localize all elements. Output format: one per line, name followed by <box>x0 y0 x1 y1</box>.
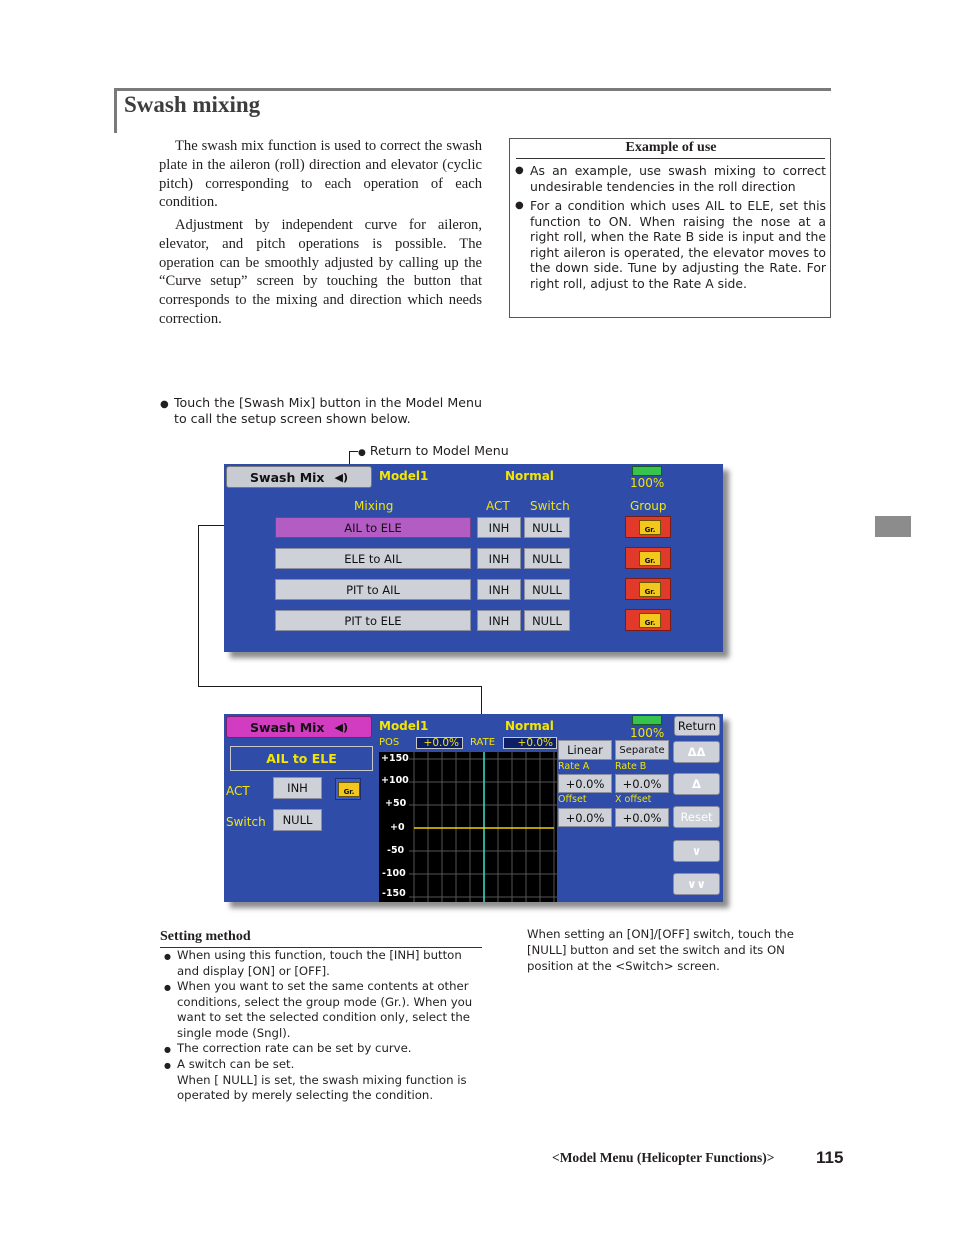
bullet-icon: ● <box>160 399 169 410</box>
pos-label: POS <box>379 737 400 748</box>
step-down-button[interactable]: ∨ <box>673 840 720 862</box>
tab-swash-mix[interactable] <box>226 466 372 488</box>
tab-label: Swash Mix <box>250 719 325 735</box>
rate-b-label: Rate B <box>615 761 647 772</box>
setting-item <box>164 979 484 1041</box>
connector-line <box>198 525 199 687</box>
setting-item <box>164 1057 484 1104</box>
group-button[interactable] <box>625 516 671 538</box>
example-box <box>509 138 831 318</box>
act-button[interactable]: INH <box>477 548 521 569</box>
act-button[interactable]: INH <box>477 517 521 538</box>
curve-graph[interactable] <box>409 752 557 902</box>
connector-line <box>481 686 482 716</box>
step-up-button[interactable]: Δ <box>673 773 720 795</box>
condition-name: Normal <box>505 469 554 483</box>
return-note-text: Return to Model Menu <box>369 443 509 458</box>
speaker-icon: ◀) <box>334 470 348 484</box>
setting-item-text: The correction rate can be set by curve. <box>177 1041 412 1055</box>
bullet-icon: ● <box>515 200 524 211</box>
group-icon: Gr. <box>338 782 360 797</box>
y-tick: +50 <box>385 798 407 809</box>
battery-icon <box>632 466 662 476</box>
curve-setup-screen <box>224 714 723 902</box>
footer-section: <Model Menu (Helicopter Functions)> <box>552 1150 775 1165</box>
mix-button-pit-to-ail[interactable]: PIT to AIL <box>275 579 471 600</box>
switch-button[interactable]: NULL <box>273 809 322 831</box>
y-tick: +0 <box>390 822 405 833</box>
example-item <box>515 163 826 194</box>
act-button[interactable]: INH <box>477 610 521 631</box>
setting-item <box>164 1041 484 1057</box>
act-button[interactable]: INH <box>273 777 322 799</box>
bullet-icon: ● <box>164 983 171 992</box>
group-icon: Gr. <box>639 613 661 628</box>
group-button[interactable] <box>625 547 671 569</box>
group-button[interactable] <box>335 778 361 800</box>
page-number: 115 <box>816 1148 844 1167</box>
offset-label: Offset <box>558 794 587 805</box>
mixing-header: Mixing <box>354 499 394 513</box>
y-tick: +100 <box>381 775 409 786</box>
bullet-icon: ● <box>164 1061 171 1070</box>
bullet-icon: ● <box>515 165 524 176</box>
y-tick: -100 <box>382 868 406 879</box>
group-button[interactable] <box>625 578 671 600</box>
model-name: Model1 <box>379 719 429 733</box>
page-title: Swash mixing <box>124 92 261 117</box>
y-tick: -150 <box>382 888 406 899</box>
connector-line <box>198 686 482 687</box>
switch-note: When setting an [ON]/[OFF] switch, touch the [NULL] button and set the switch and its ON position at the <Switch> screen. <box>527 927 794 973</box>
example-title: Example of use <box>625 140 717 155</box>
setting-item-text: A switch can be set. <box>177 1057 295 1071</box>
switch-header: Switch <box>530 499 570 513</box>
x-offset-button[interactable]: +0.0% <box>615 808 669 827</box>
touch-note <box>160 395 482 427</box>
group-header: Group <box>630 499 667 513</box>
battery-icon <box>632 715 662 725</box>
x-offset-label: X offset <box>615 794 652 805</box>
group-icon: Gr. <box>639 520 661 535</box>
setting-item-detail: When [ NULL] is set, the swash mixing function is operated by merely selecting the condition. <box>177 1072 467 1103</box>
return-note <box>358 443 509 458</box>
rate-a-label: Rate A <box>558 761 590 772</box>
reset-button[interactable]: Reset <box>673 806 720 828</box>
tab-label: Swash Mix <box>250 469 325 485</box>
y-axis-labels <box>379 752 411 902</box>
switch-button[interactable]: NULL <box>524 548 570 569</box>
speaker-icon: ◀) <box>334 720 348 734</box>
mix-name-box <box>230 746 373 771</box>
example-item <box>515 198 826 292</box>
y-tick: -50 <box>387 845 405 856</box>
touch-note-text: Touch the [Swash Mix] button in the Model Menu to call the setup screen shown below. <box>174 395 482 426</box>
example-rule <box>516 158 825 159</box>
setting-item <box>164 948 484 979</box>
separate-button[interactable]: Separate <box>615 740 669 760</box>
group-button[interactable] <box>625 609 671 631</box>
swash-mix-screen <box>224 464 723 652</box>
curve-type-button[interactable]: Linear <box>558 740 612 760</box>
group-icon: Gr. <box>639 551 661 566</box>
mix-button-pit-to-ele[interactable]: PIT to ELE <box>275 610 471 631</box>
return-button[interactable]: Return <box>674 716 720 736</box>
group-icon: Gr. <box>639 582 661 597</box>
battery-level: 100% <box>630 476 665 490</box>
rate-value: +0.0% <box>503 737 557 749</box>
bullet-icon: ● <box>164 1045 171 1054</box>
bullet-icon: ● <box>358 448 366 458</box>
switch-button[interactable]: NULL <box>524 517 570 538</box>
switch-label: Switch <box>226 815 266 829</box>
setting-item-text: When you want to set the same contents at other conditions, select the group mode (Gr.). When you want to set the selected condition only, select the single mode (Sngl). <box>177 979 473 1040</box>
rate-a-button[interactable]: +0.0% <box>558 774 612 793</box>
mix-name: AIL to ELE <box>266 751 337 766</box>
step-down-large-button[interactable]: ∨∨ <box>673 873 720 895</box>
example-item-text: For a condition which uses AIL to ELE, set this function to ON. When raising the nose at a right roll, when the Rate B side is input and the right aileron is operated, the elevator moves to the down side. Tune by adjusting the Rate. For right roll, adjust to the Rate A side. <box>530 198 826 291</box>
mix-button-ail-to-ele[interactable]: AIL to ELE <box>275 517 471 538</box>
mix-button-ele-to-ail[interactable]: ELE to AIL <box>275 548 471 569</box>
switch-button[interactable]: NULL <box>524 610 570 631</box>
tab-swash-mix[interactable] <box>226 716 372 738</box>
act-header: ACT <box>486 499 510 513</box>
chapter-tab <box>875 516 911 537</box>
battery-level: 100% <box>630 726 665 740</box>
offset-button[interactable]: +0.0% <box>558 808 612 827</box>
setting-item-text: When using this function, touch the [INH] button and display [ON] or [OFF]. <box>177 948 462 978</box>
step-up-large-button[interactable]: ΔΔ <box>673 741 720 763</box>
act-button[interactable]: INH <box>477 579 521 600</box>
model-name: Model1 <box>379 469 429 483</box>
intro-paragraph-1: The swash mix function is used to correct the swash plate in the aileron (roll) direction and elevator (cyclic pitch) corresponding to each operation of each condition. <box>159 138 482 211</box>
switch-button[interactable]: NULL <box>524 579 570 600</box>
act-label: ACT <box>226 784 250 798</box>
example-item-text: As an example, use swash mixing to correct undesirable tendencies in the roll direction <box>530 163 826 194</box>
rate-label: RATE <box>470 737 496 748</box>
intro-paragraph-2: Adjustment by independent curve for aileron, elevator, and pitch operations is possible. The operation can be smoothly adjusted by calling up the “Curve setup” screen by touching the button that corresponds to the mixing and direction which needs correction. <box>159 217 482 327</box>
y-tick: +150 <box>381 753 409 764</box>
pos-value: +0.0% <box>416 737 463 749</box>
rate-b-button[interactable]: +0.0% <box>615 774 669 793</box>
condition-name: Normal <box>505 719 554 733</box>
bullet-icon: ● <box>164 952 171 961</box>
leader-line <box>349 451 358 452</box>
setting-method-title: Setting method <box>160 929 251 944</box>
